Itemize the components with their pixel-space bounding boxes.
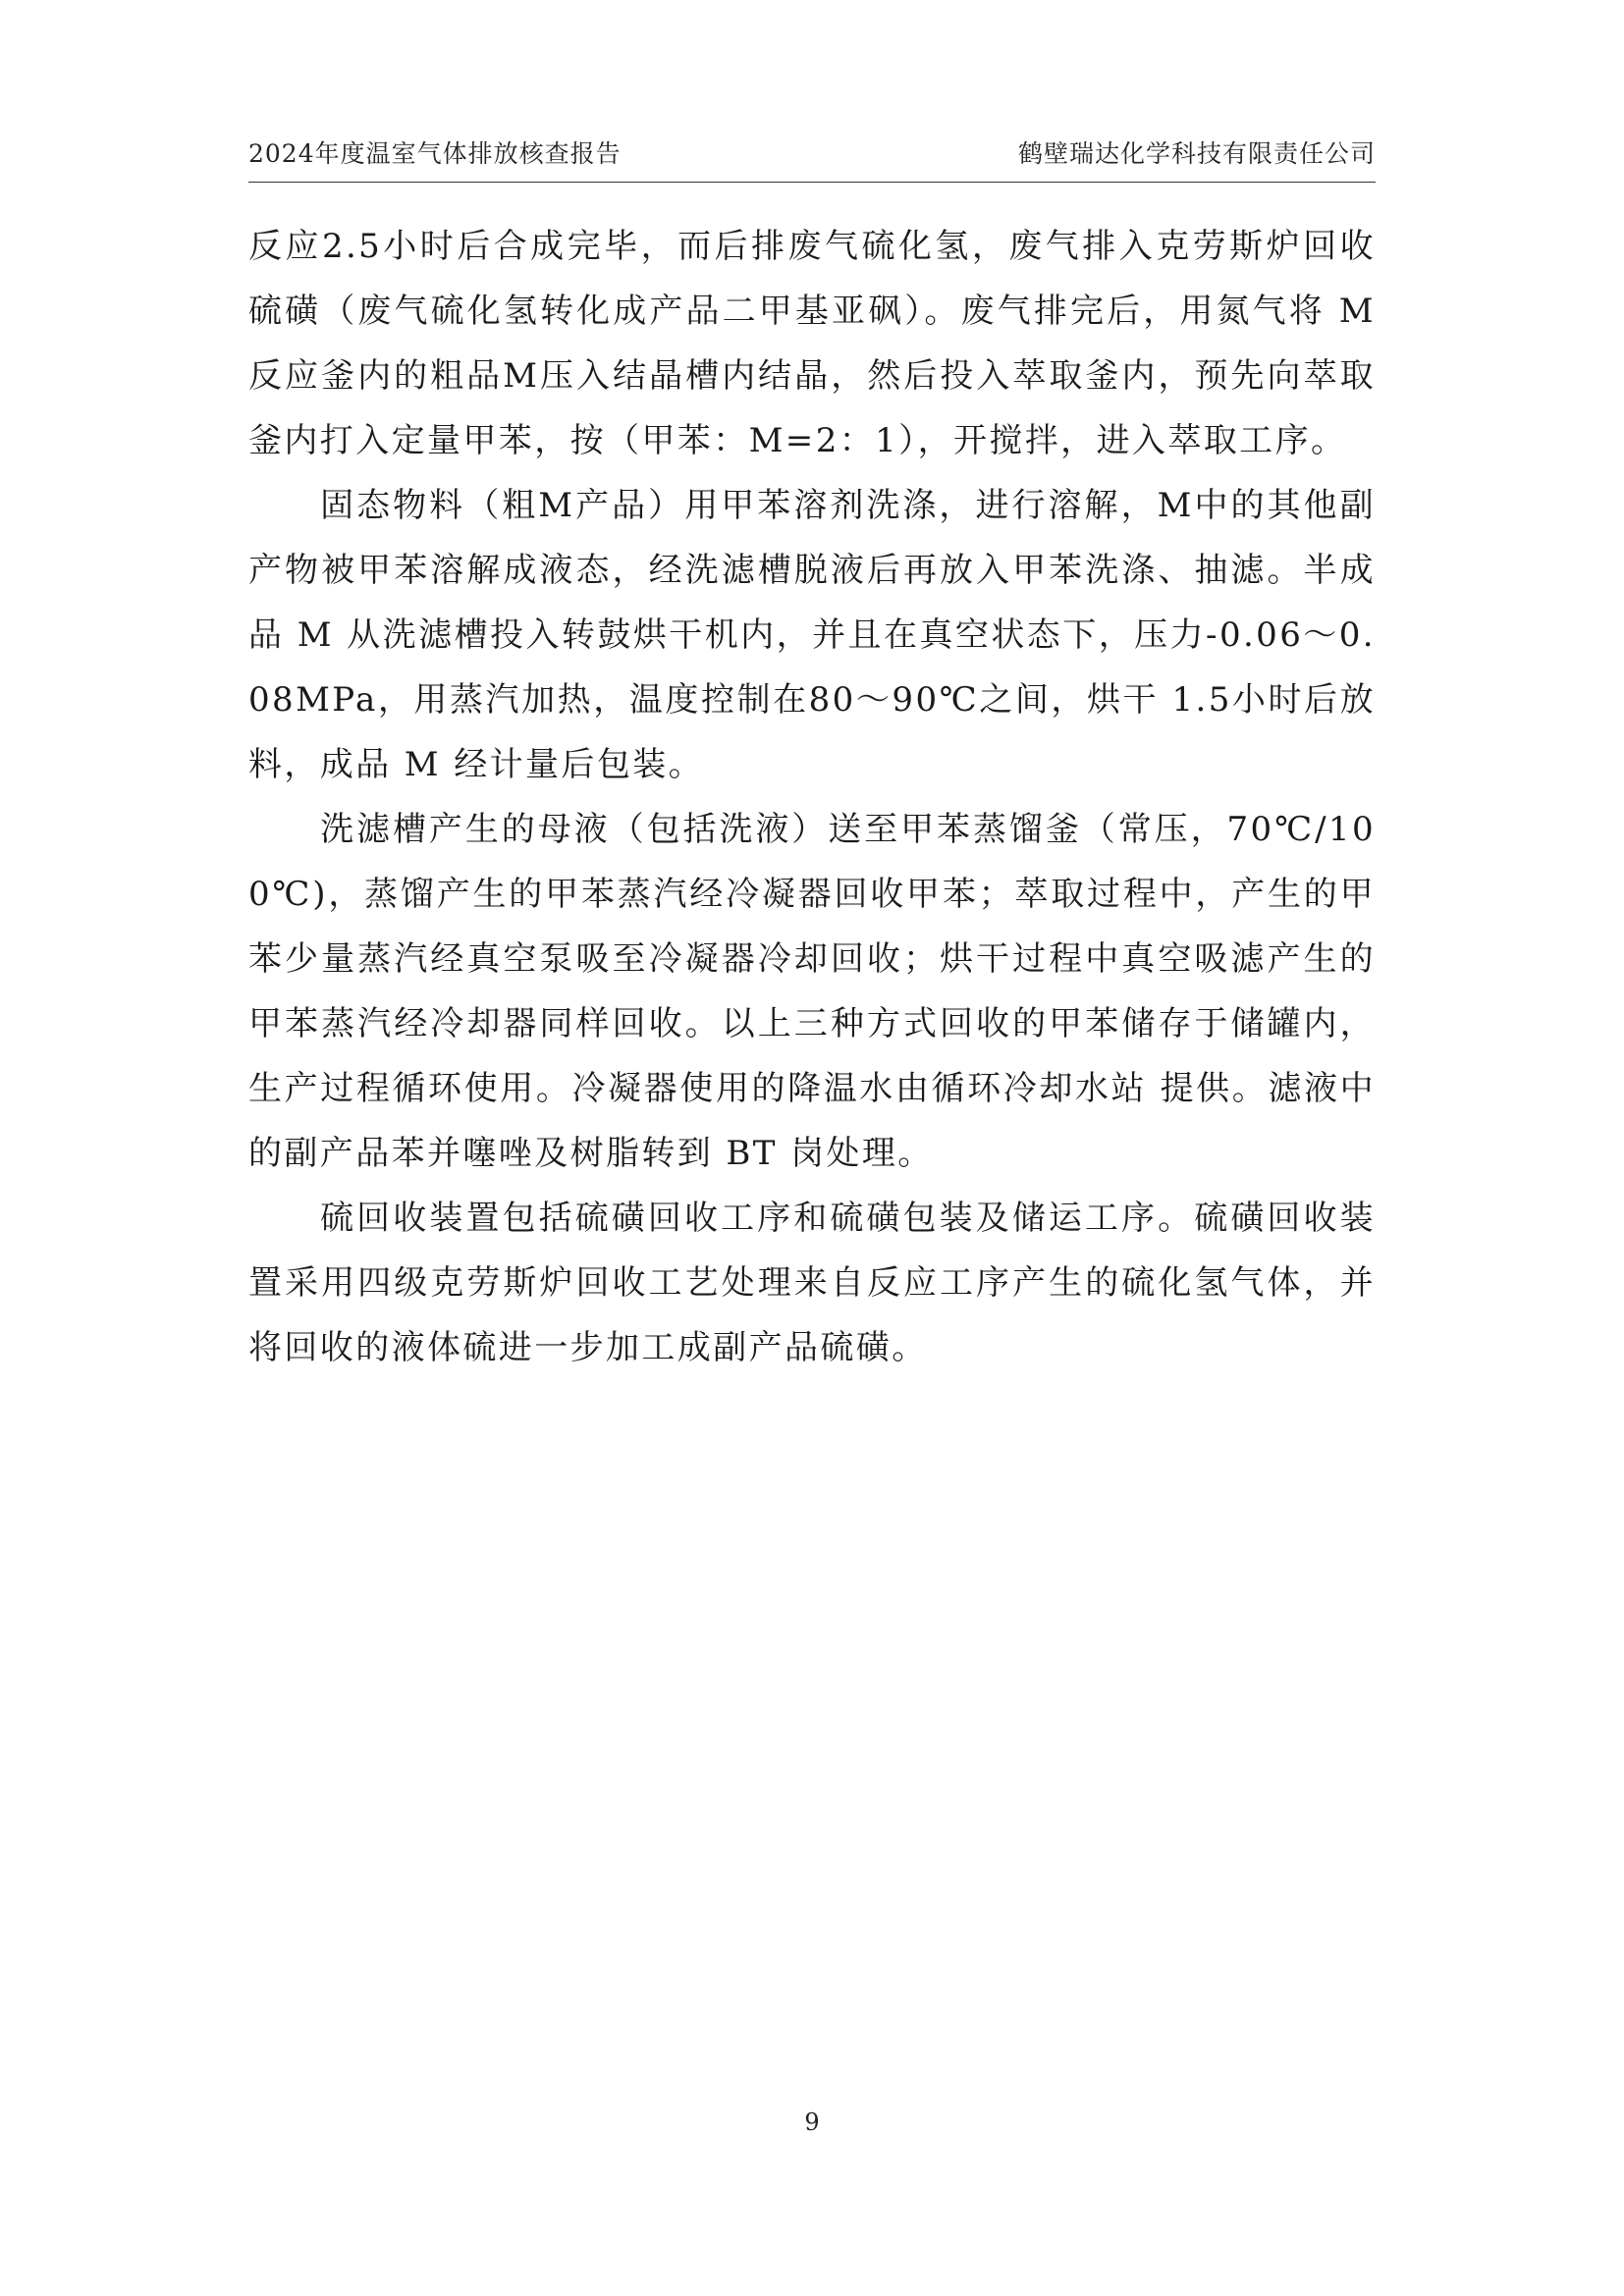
paragraph: 硫回收装置包括硫磺回收工序和硫磺包装及储运工序。硫磺回收装置采用四级克劳斯炉回收工艺处理来自反应工序产生的硫化氢气体，并将回收的液体硫进一步加工成副产品硫磺。 [248, 1199, 1376, 1367]
page-header [248, 131, 1376, 174]
document-body [248, 214, 1376, 1380]
header-divider [248, 182, 1376, 183]
company-name: 鹤壁瑞达化学科技有限责任公司 [1017, 139, 1376, 168]
paragraph: 洗滤槽产生的母液（包括洗液）送至甲苯蒸馏釜（常压，70℃/100℃)，蒸馏产生的甲苯蒸汽经冷凝器回收甲苯；萃取过程中，产生的甲苯少量蒸汽经真空泵吸至冷凝器冷却回收；烘干过程中真空吸滤产生的甲苯蒸汽经冷却器同样回收。以上三种方式回收的甲苯储存于储罐内，生产过程循环使用。冷凝器使用的降温水由循环冷却水站 提供。滤液中的副产品苯并噻唑及树脂转到 BT 岗处理。 [248, 810, 1376, 1173]
page-number: 9 [804, 2109, 820, 2136]
paragraph: 固态物料（粗M产品）用甲苯溶剂洗涤，进行溶解，M中的其他副产物被甲苯溶解成液态，经洗滤槽脱液后再放入甲苯洗涤、抽滤。半成品 M 从洗滤槽投入转鼓烘干机内，并且在真空状态下，压力-0.06～0.08MPa，用蒸汽加热，温度控制在80～90℃之间，烘干 1.5小时后放料，成品 M 经计量后包装。 [248, 486, 1376, 784]
paragraph-continued: 反应2.5小时后合成完毕，而后排废气硫化氢，废气排入克劳斯炉回收硫磺（废气硫化氢转化成产品二甲基亚砜）。废气排完后，用氮气将 M 反应釜内的粗品M压入结晶槽内结晶，然后投入萃取釜内，预先向萃取釜内打入定量甲苯，按（甲苯：M=2：1），开搅拌，进入萃取工序。 [248, 227, 1376, 460]
report-title: 2024年度温室气体排放核查报告 [248, 139, 622, 168]
